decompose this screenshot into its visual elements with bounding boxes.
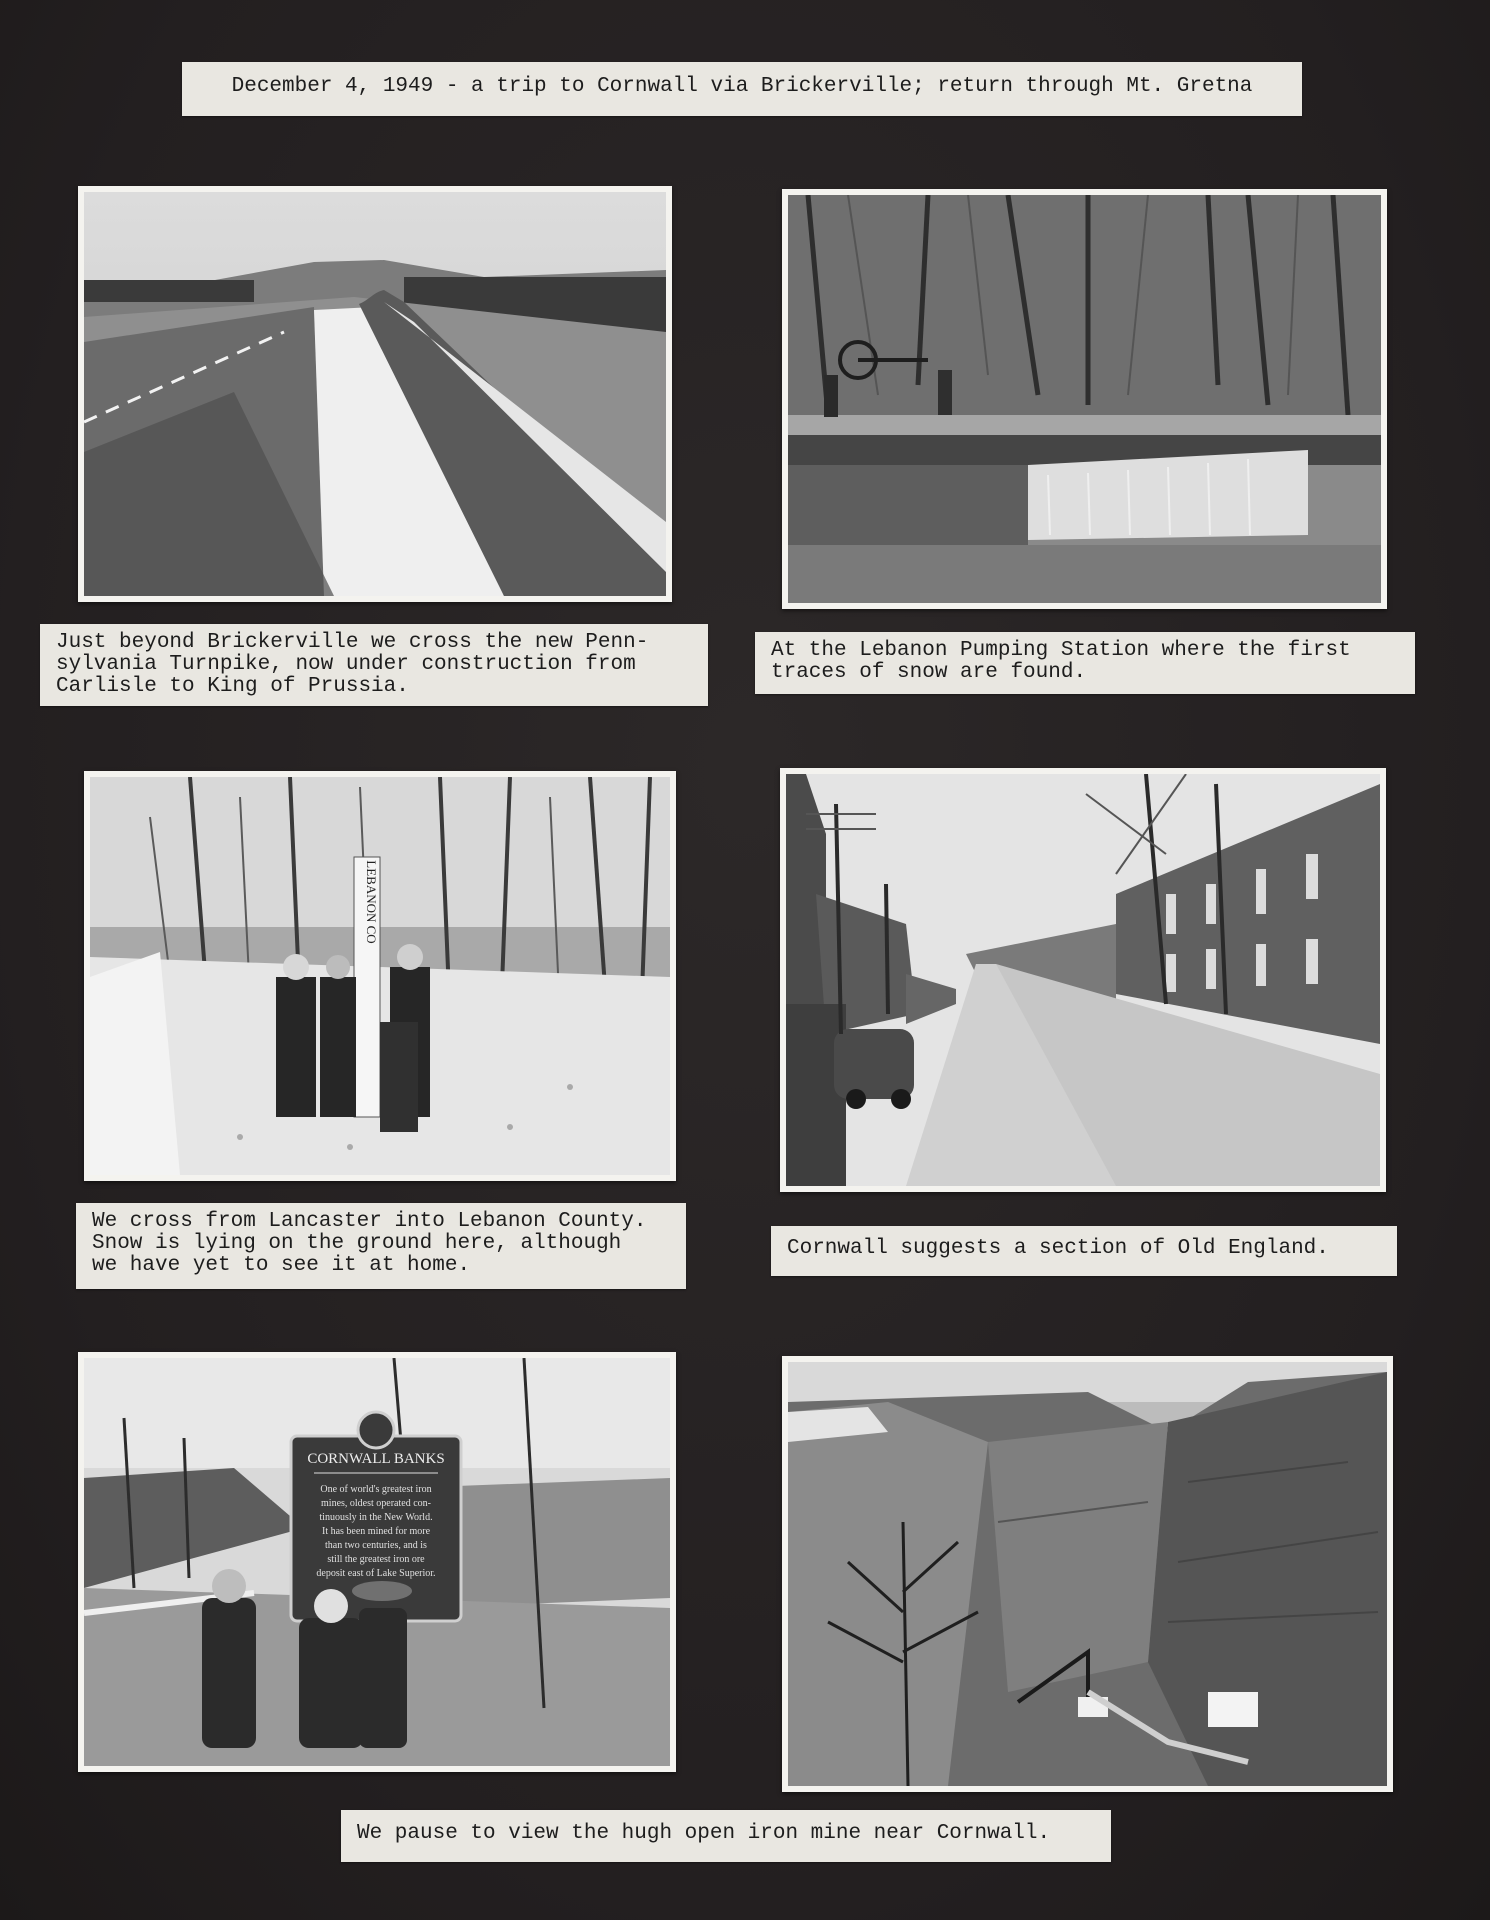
marker-title: CORNWALL BANKS [307, 1451, 445, 1467]
photo-turnpike [78, 186, 672, 602]
marker-line: It has been mined for more [321, 1526, 431, 1537]
county-post-sign: LEBANON CO [364, 860, 379, 944]
marker-line: deposit east of Lake Superior. [316, 1568, 436, 1579]
caption-iron-mine: We pause to view the hugh open iron mine near Cornwall. [341, 1810, 1111, 1862]
marker-line: mines, oldest operated con- [321, 1498, 431, 1509]
photo-iron-mine [782, 1356, 1393, 1792]
photo-pumping-station [782, 189, 1387, 609]
page-title: December 4, 1949 - a trip to Cornwall via Brickerville; return through Mt. Gretna [182, 62, 1302, 116]
caption-county-line: We cross from Lancaster into Lebanon County. Snow is lying on the ground here, although we have yet to see it at home. [76, 1203, 686, 1289]
marker-line: One of world's greatest iron [320, 1484, 432, 1495]
caption-turnpike: Just beyond Brickerville we cross the new Penn- sylvania Turnpike, now under construction from Carlisle to King of Prussia. [40, 624, 708, 706]
marker-line: still the greatest iron ore [327, 1554, 425, 1565]
photo-cornwall-banks-marker [78, 1352, 676, 1772]
county-line-image [90, 777, 670, 1175]
photo-county-line [84, 771, 676, 1181]
turnpike-image [84, 192, 666, 596]
cornwall-banks-image [84, 1358, 670, 1766]
photo-cornwall-street [780, 768, 1386, 1192]
pumping-station-image [788, 195, 1381, 603]
caption-pumping-station: At the Lebanon Pumping Station where the first traces of snow are found. [755, 632, 1415, 694]
marker-line: than two centuries, and is [325, 1540, 427, 1551]
iron-mine-image [788, 1362, 1387, 1786]
marker-line: tinuously in the New World. [319, 1512, 433, 1523]
caption-cornwall: Cornwall suggests a section of Old England. [771, 1226, 1397, 1276]
cornwall-street-image [786, 774, 1380, 1186]
